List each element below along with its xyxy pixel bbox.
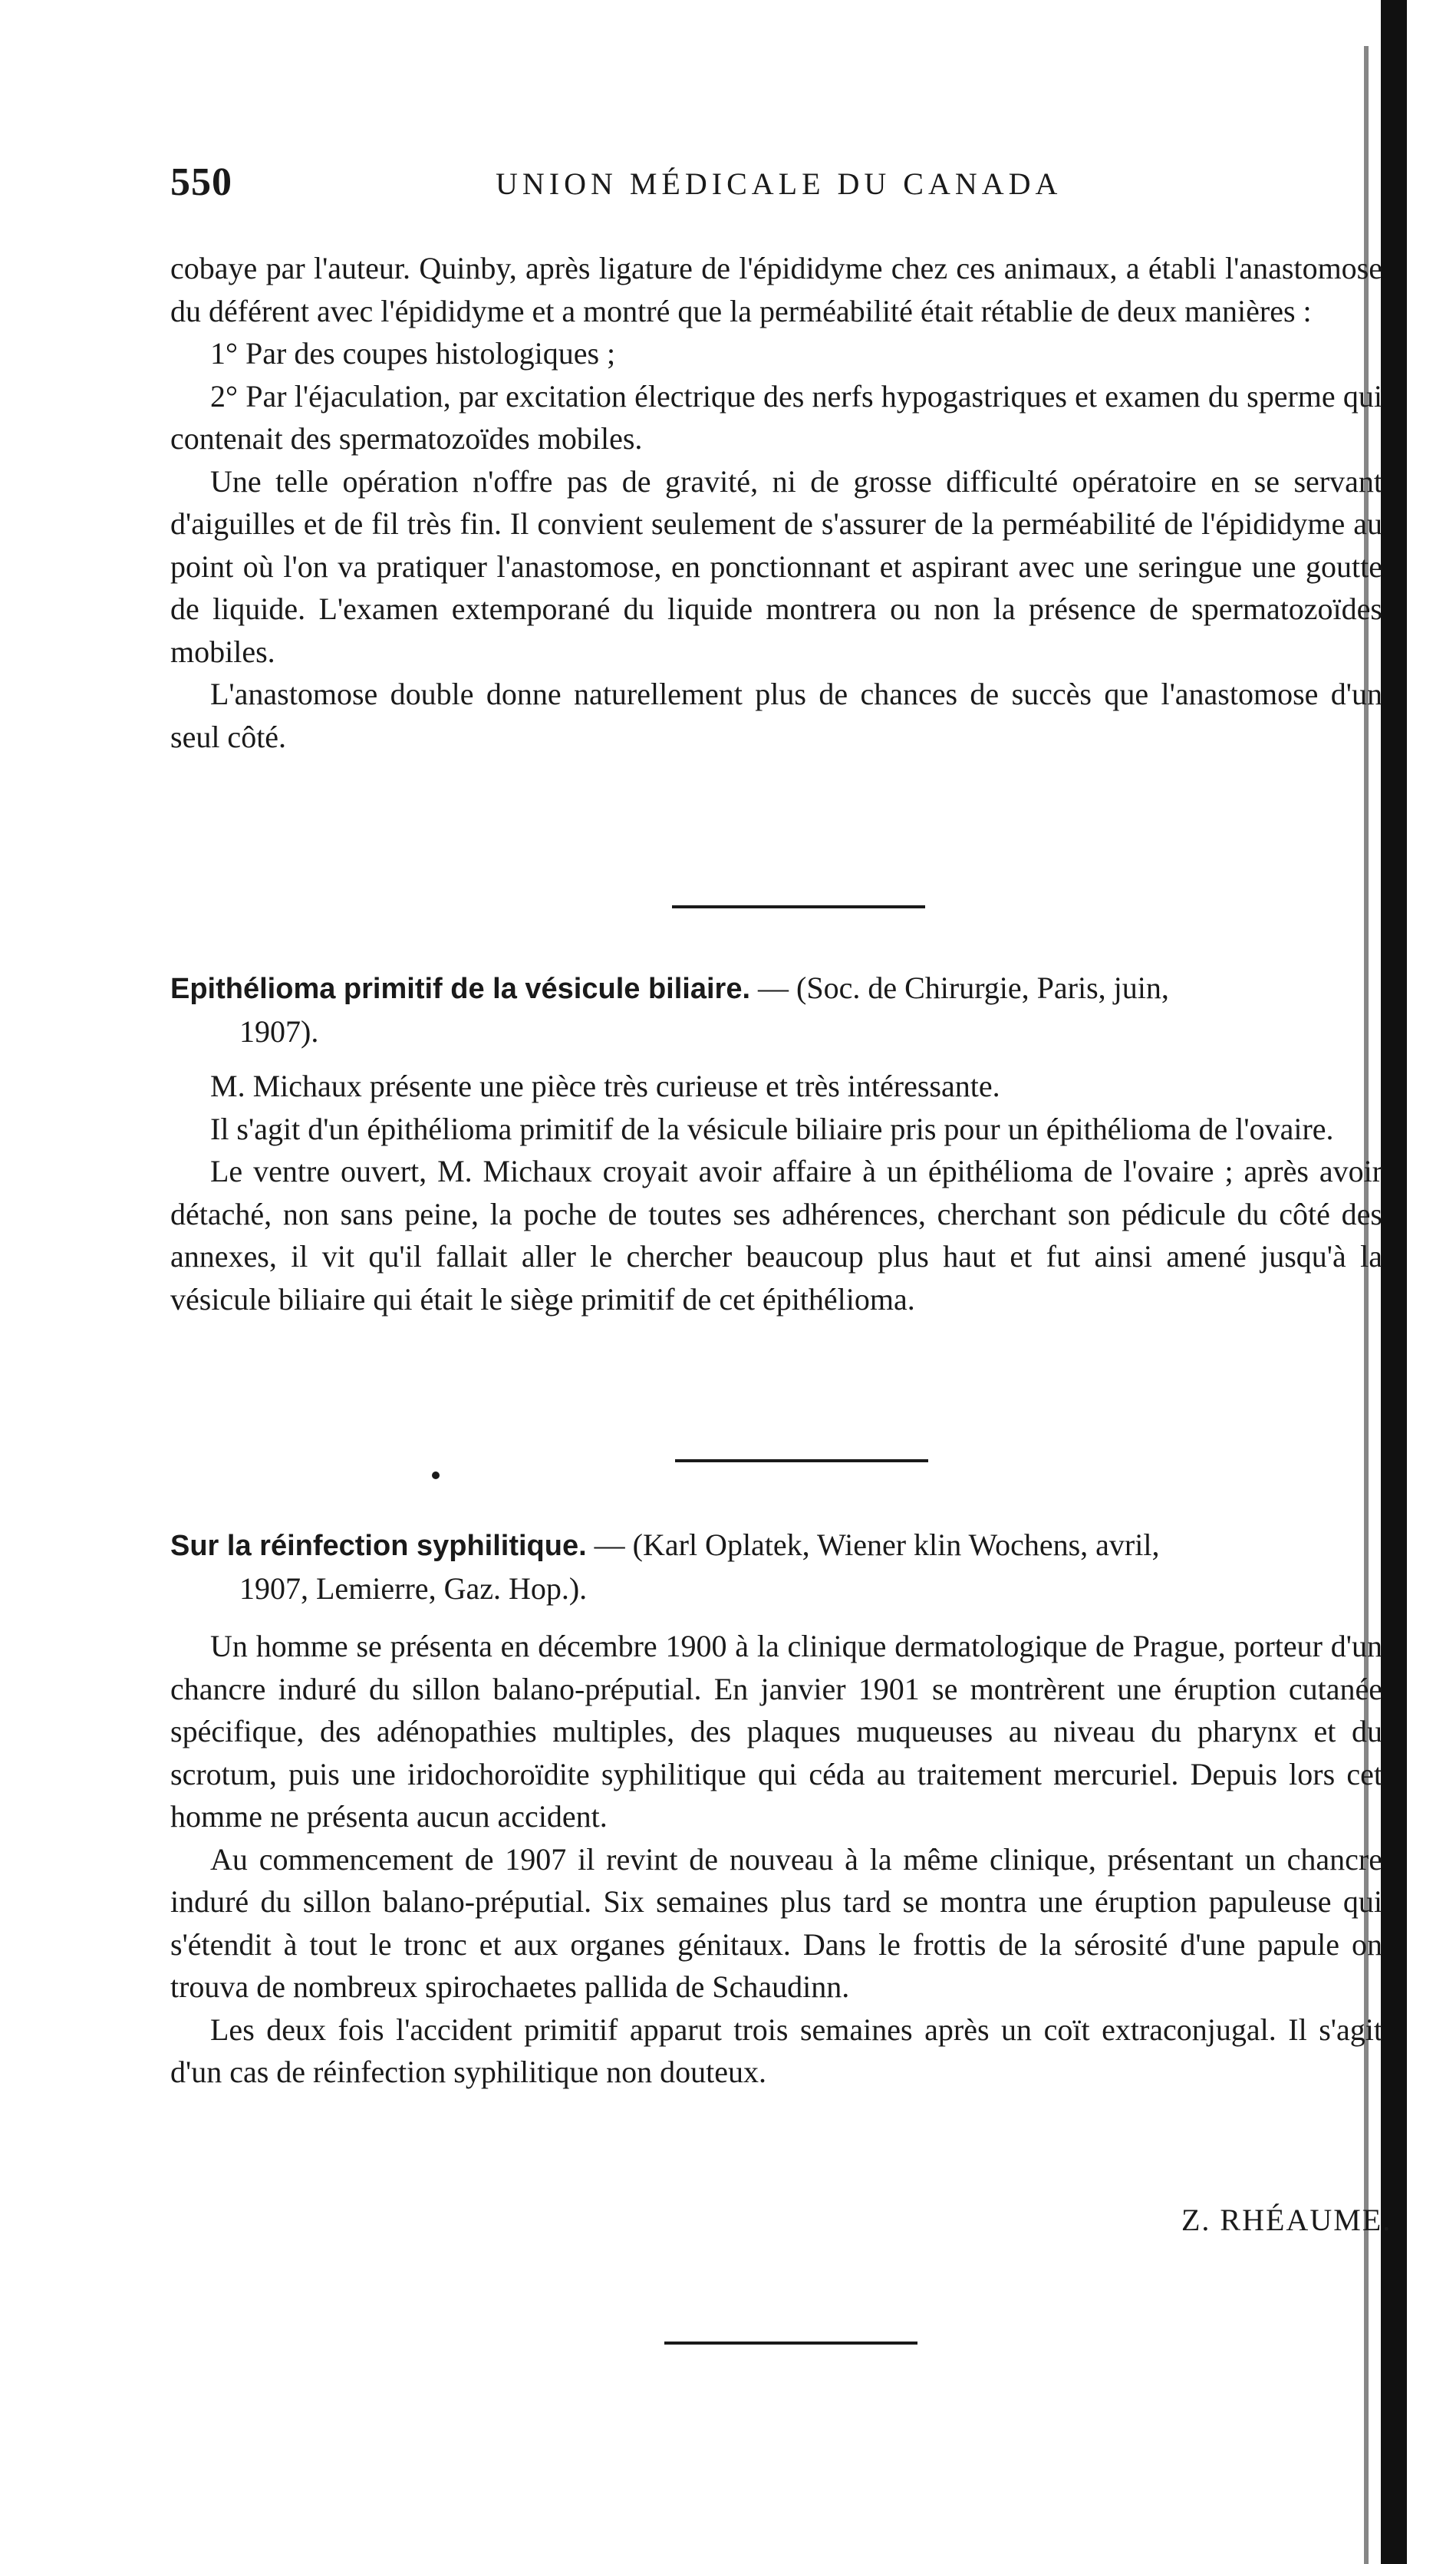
author-signature: Z. RHÉAUME.	[1181, 2203, 1392, 2237]
article-date: 1907).	[239, 1014, 319, 1049]
title-dash: —	[586, 1528, 633, 1562]
page-number: 550	[170, 160, 232, 204]
print-speck	[432, 1471, 440, 1479]
scan-binding-edge	[1381, 0, 1407, 2564]
paragraph: M. Michaux présente une pièce très curieuse et très intéressante.	[210, 1069, 1000, 1103]
article-heading-epithelioma	[170, 967, 1382, 1053]
continuation-text	[170, 247, 1382, 758]
paragraph: Une telle opération n'offre pas de gravité, ni de grosse difficulté opératoire en se servant d'aiguilles et de fil très fin. Il convient seulement de s'assurer de la perméabilité de l'épididyme au point où l'on va pratiquer l'anastomose, en ponctionnant et aspirant avec une seringue une goutte de liquide. L'examen extemporané du liquide montrera ou non la présence de spermatozoïdes mobiles.	[170, 463, 1382, 669]
article-heading-reinfection	[170, 1524, 1382, 1610]
page-header	[170, 160, 1382, 213]
article-source: (Karl Oplatek, Wiener klin Wochens, avril,	[632, 1528, 1160, 1562]
section-divider	[672, 905, 925, 908]
list-item: 1° Par des coupes histologiques ;	[210, 336, 616, 371]
article-date: 1907, Lemierre, Gaz. Hop.).	[239, 1571, 588, 1606]
article-body-epithelioma	[170, 1065, 1382, 1320]
paragraph: cobaye par l'auteur. Quinby, après ligature de l'épididyme chez ces animaux, a établi l'anastomose du déférent avec l'épididyme et a montré que la perméabilité était rétablie de deux manières :	[170, 251, 1382, 328]
paragraph: Le ventre ouvert, M. Michaux croyait avoir affaire à un épithélioma de l'ovaire ; après avoir détaché, non sans peine, la poche de toutes ses adhérences, cherchant son pédicule du côté des annexes, il vit qu'il fallait aller le chercher beaucoup plus haut et fut ainsi amené jusqu'à la vésicule biliaire qui était le siège primitif de cet épithélioma.	[170, 1154, 1382, 1317]
article-source: (Soc. de Chirurgie, Paris, juin,	[796, 971, 1169, 1005]
paragraph: Un homme se présenta en décembre 1900 à la clinique dermatologique de Prague, porteur d'un chancre induré du sillon balano-préputial. En janvier 1901 se montrèrent une éruption cutanée spécifique, des adénopathies multiples, des plaques muqueuses au niveau du pharynx et du scrotum, puis une iridochoroïdite syphilitique qui céda au traitement mercuriel. Depuis lors cet homme ne présenta aucun accident.	[170, 1629, 1382, 1834]
title-dash: —	[750, 971, 797, 1005]
article-title: Epithélioma primitif de la vésicule biliaire.	[170, 973, 751, 1005]
section-divider	[664, 2342, 917, 2345]
paragraph: L'anastomose double donne naturellement plus de chances de succès que l'anastomose d'un seul côté.	[170, 677, 1382, 754]
section-divider	[675, 1459, 928, 1462]
list-item: 2° Par l'éjaculation, par excitation électrique des nerfs hypogastriques et examen du sperme qui contenait des spermatozoïdes mobiles.	[170, 378, 1382, 456]
article-body-reinfection	[170, 1625, 1382, 2094]
running-title: UNION MÉDICALE DU CANADA	[496, 166, 1062, 201]
paragraph: Les deux fois l'accident primitif apparut trois semaines après un coït extraconjugal. Il s'agit d'un cas de réinfection syphilitique non douteux.	[170, 2012, 1382, 2089]
article-title: Sur la réinfection syphilitique.	[170, 1530, 587, 1562]
paragraph: Au commencement de 1907 il revint de nouveau à la même clinique, présentant un chancre induré du sillon balano-préputial. Six semaines plus tard se montra une éruption papuleuse qui s'étendit à tout le tronc et aux organes génitaux. Dans le frottis de la sérosité d'une papule on trouva de nombreux spirochaetes pallida de Schaudinn.	[170, 1841, 1382, 2004]
paragraph: Il s'agit d'un épithélioma primitif de la vésicule biliaire pris pour un épithélioma de l'ovaire.	[210, 1111, 1334, 1146]
